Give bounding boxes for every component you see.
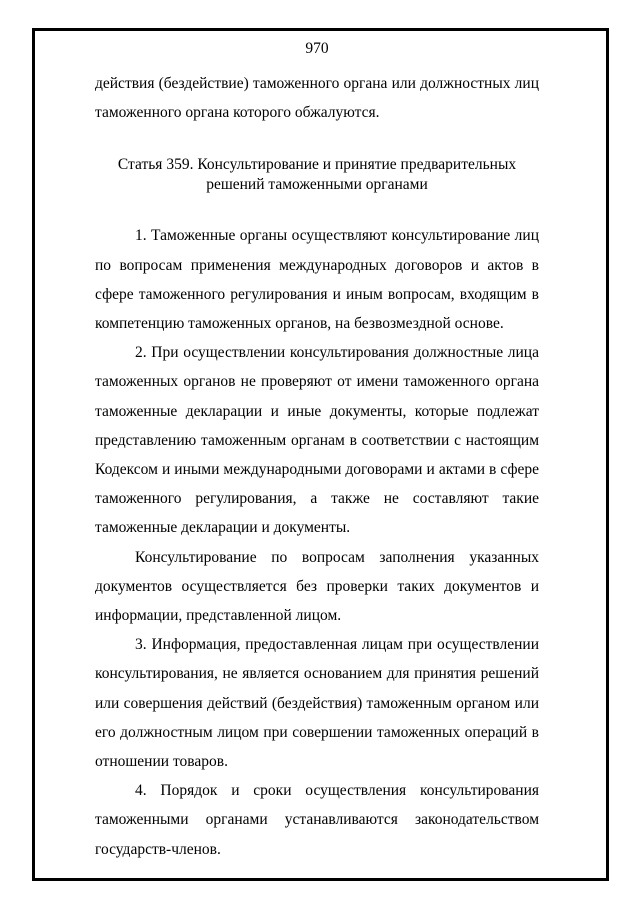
paragraph-2: 2. При осуществлении консультирования должностные лица таможенных органов не проверяют от имени таможенного органа таможенные декларации и иные документы, которые подлежат представлению таможенным органам в соответствии с настоящим Кодексом и иными международными договорами и актами в сфере таможенного регулирования, а также не составляют такие таможенные декларации и документы.	[95, 344, 539, 537]
article-title	[95, 155, 539, 195]
paragraph-3: 3. Информация, предоставленная лицам при осуществлении консультирования, не является основанием для принятия решений или совершения действий (бездействия) таможенным органом или его должностным лицом при совершении таможенных операций в отношении товаров.	[95, 636, 539, 771]
page-frame	[32, 28, 609, 881]
paragraph-2-continued: Консультирование по вопросам заполнения указанных документов осуществляется без проверки таких документов и информации, представленной лицом.	[95, 548, 539, 625]
intro-paragraph: действия (бездействие) таможенного органа или должностных лиц таможенного органа которого обжалуются.	[95, 75, 539, 122]
page-content	[95, 39, 539, 864]
paragraph-4: 4. Порядок и сроки осуществления консультирования таможенными органами устанавливаются законодательством государств-членов.	[95, 782, 539, 858]
paragraph-1: 1. Таможенные органы осуществляют консультирование лиц по вопросам применения международных договоров и актов в сфере таможенного регулирования и иным вопросам, входящим в компетенцию таможенных органов, на безвозмездной основе.	[95, 227, 539, 333]
article-title-line-1: Статья 359. Консультирование и принятие предварительных	[117, 156, 517, 174]
page-number: 970	[305, 40, 329, 57]
article-title-line-2: решений таможенными органами	[206, 176, 428, 194]
